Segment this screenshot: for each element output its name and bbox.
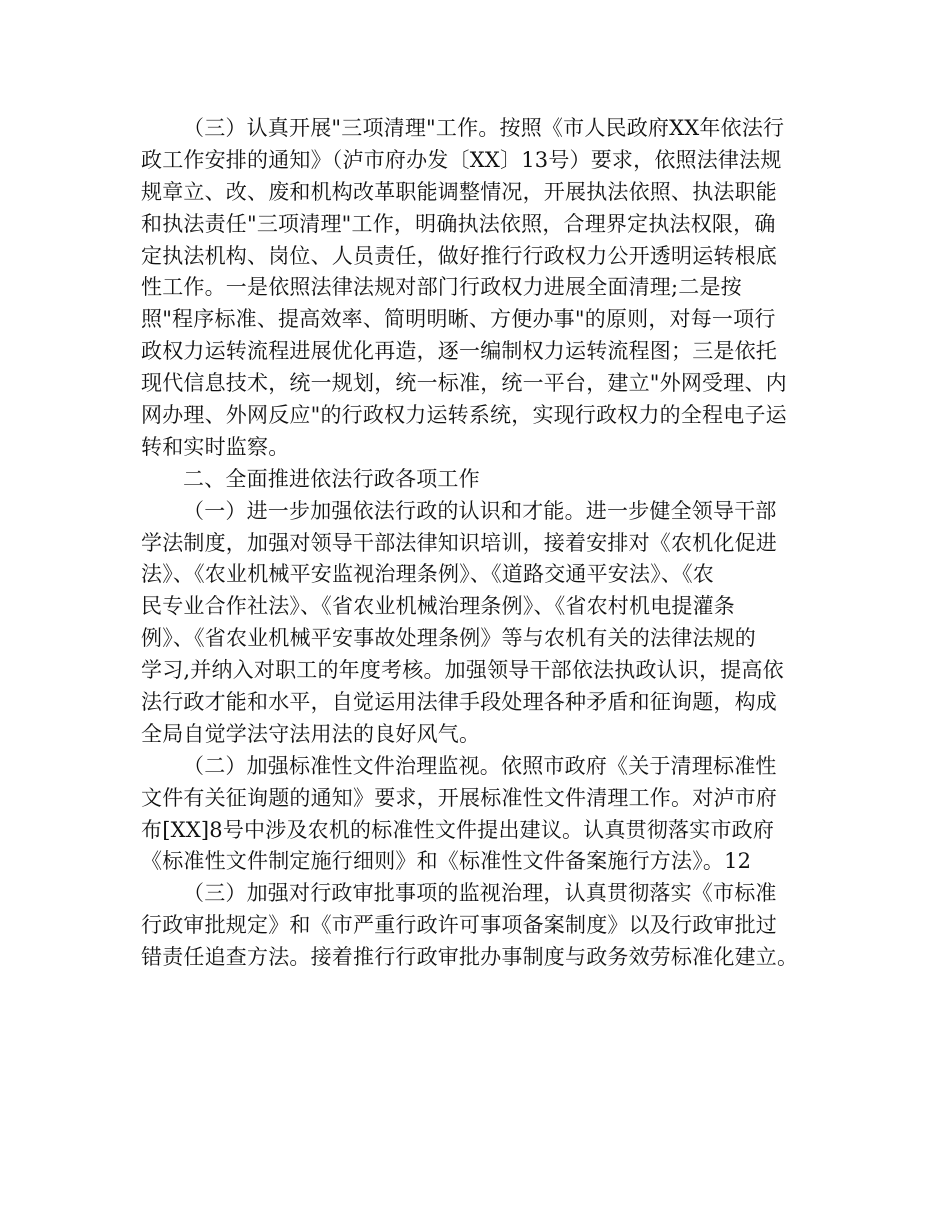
text-line: 行政审批规定》和《市严重行政许可事项备案制度》以及行政审批过	[141, 913, 777, 938]
text-line: 照"程序标准、提高效率、简明明晰、方便办事"的原则，对每一项行	[141, 307, 776, 332]
text-line: （一）进一步加强依法行政的认识和才能。进一步健全领导干部	[183, 498, 777, 523]
paragraph-one-awareness	[141, 496, 833, 751]
text-line: 转和实时监察。	[141, 434, 290, 459]
text-line: 错责任追查方法。接着推行行政审批办事制度与政务效劳标准化建立。	[141, 945, 799, 970]
text-line: （三）认真开展"三项清理"工作。按照《市人民政府XX年依法行	[183, 116, 785, 140]
text-line: 学法制度，加强对领导干部法律知识培训，接着安排对《农机化促进	[141, 530, 777, 555]
document-page	[141, 113, 833, 974]
text-line: 政权力运转流程进展优化再造，逐一编制权力运转流程图；三是依托	[141, 339, 777, 364]
text-line: 法》、《农业机械平安监视治理条例》、《道路交通平安法》、《农	[141, 562, 714, 587]
paragraph-three-item-cleanup	[141, 113, 833, 464]
text-line: （二）加强标准性文件治理监视。依照市政府《关于清理标准性	[183, 753, 777, 778]
text-line: 学习,并纳入对职工的年度考核。加强领导干部依法执政认识，提高依	[141, 658, 784, 683]
text-line: 例》、《省农业机械平安事故处理条例》等与农机有关的法律法规的	[141, 626, 756, 651]
text-line: 性工作。一是依照法律法规对部门行政权力进展全面清理;二是按	[141, 275, 742, 300]
text-line: 布[XX]8号中涉及农机的标准性文件提出建议。认真贯彻落实市政府	[141, 817, 775, 842]
text-line: 现代信息技术，统一规划，统一标准，统一平台，建立"外网受理、内	[141, 371, 787, 396]
section-heading-two	[141, 464, 833, 496]
text-line: 《标准性文件制定施行细则》和《标准性文件备案施行方法》。12	[141, 849, 752, 874]
text-line: 文件有关征询题的通知》要求，开展标准性文件清理工作。对泸市府	[141, 785, 777, 810]
text-line: 网办理、外网反应"的行政权力运转系统，实现行政权力的全程电子运	[141, 403, 787, 428]
text-line: 民专业合作社法》、《省农业机械治理条例》、《省农村机电提灌条	[141, 594, 735, 619]
text-line: 全局自觉学法守法用法的良好风气。	[141, 721, 481, 746]
paragraph-three-admin-approval	[141, 878, 833, 974]
section-heading: 二、全面推进依法行政各项工作	[183, 466, 480, 491]
text-line: 规章立、改、废和机构改革职能调整情况，开展执法依照、执法职能	[141, 179, 777, 204]
text-line: 定执法机构、岗位、人员责任，做好推行行政权力公开透明运转根底	[141, 243, 777, 268]
text-line: 法行政才能和水平，自觉运用法律手段处理各种矛盾和征询题，构成	[141, 690, 777, 715]
paragraph-two-normative-documents	[141, 751, 833, 879]
text-line: （三）加强对行政审批事项的监视治理，认真贯彻落实《市标准	[183, 881, 777, 906]
text-line: 政工作安排的通知》（泸市府办发〔XX〕13号）要求，依照法律法规	[141, 147, 782, 172]
text-line: 和执法责任"三项清理"工作，明确执法依照，合理界定执法权限，确	[141, 211, 776, 236]
